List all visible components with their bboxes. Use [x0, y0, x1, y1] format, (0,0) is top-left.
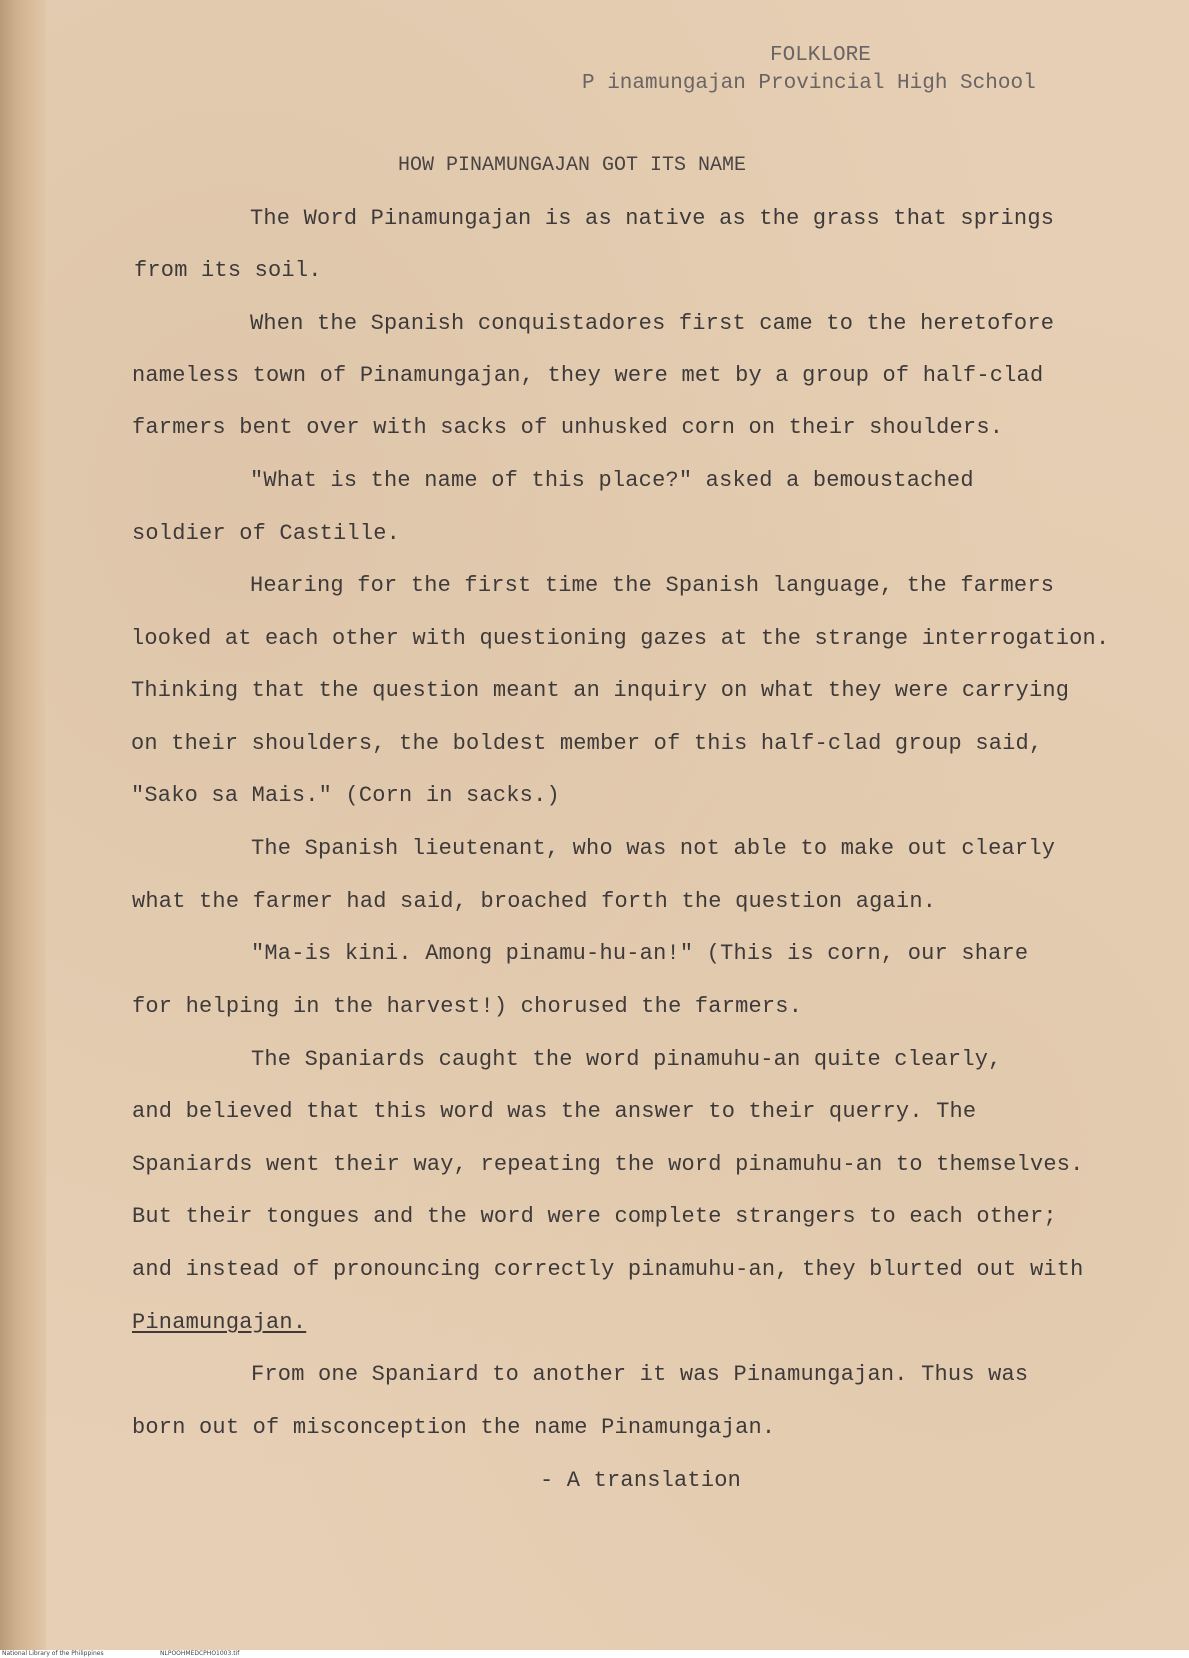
text-line: on their shoulders, the boldest member of this half-clad group said,	[131, 731, 1043, 756]
text-line: looked at each other with questioning gazes at the strange interrogation.	[131, 626, 1110, 651]
signature-line: - A translation	[540, 1468, 742, 1493]
text-line: for helping in the harvest!) chorused the farmers.	[132, 994, 803, 1019]
text-line: born out of misconception the name Pinamungajan.	[132, 1415, 776, 1440]
text-line: what the farmer had said, broached forth the question again.	[132, 889, 937, 914]
text-line: But their tongues and the word were complete strangers to each other;	[132, 1204, 1057, 1229]
text-line: nameless town of Pinamungajan, they were met by a group of half-clad	[132, 363, 1044, 388]
text-line: farmers bent over with sacks of unhusked corn on their shoulders.	[132, 415, 1004, 440]
footer-filename: NLPOOHMEDCPHO1003.tif	[160, 1650, 240, 1657]
text-line: From one Spaniard to another it was Pinamungajan. Thus was	[251, 1362, 1029, 1387]
text-line: from its soil.	[134, 258, 322, 283]
text-line: and believed that this word was the answer to their querry. The	[132, 1099, 977, 1124]
text-line: The Spaniards caught the word pinamuhu-an quite clearly,	[251, 1047, 1002, 1072]
text-line: "Sako sa Mais." (Corn in sacks.)	[131, 783, 560, 808]
text-line: "What is the name of this place?" asked a bemoustached	[250, 468, 974, 493]
text-line: The Spanish lieutenant, who was not able to make out clearly	[251, 836, 1056, 861]
text-line: Hearing for the first time the Spanish language, the farmers	[250, 573, 1055, 598]
scan-footer	[0, 1650, 1189, 1658]
text-line: Pinamungajan.	[132, 1310, 307, 1335]
page-binding-edge	[0, 0, 46, 1650]
text-line: The Word Pinamungajan is as native as the grass that springs	[250, 206, 1055, 231]
text-line: Spaniards went their way, repeating the word pinamuhu-an to themselves.	[132, 1152, 1084, 1177]
text-line: soldier of Castille.	[132, 521, 401, 546]
footer-library: National Library of the Philippines	[2, 1650, 104, 1657]
text-line: "Ma-is kini. Among pinamu-hu-an!" (This is corn, our share	[251, 941, 1029, 966]
text-line: When the Spanish conquistadores first came to the heretofore	[250, 311, 1055, 336]
document-title: HOW PINAMUNGAJAN GOT ITS NAME	[398, 154, 747, 177]
header-category: FOLKLORE	[770, 44, 871, 67]
header-school: P inamungajan Provincial High School	[582, 72, 1036, 95]
text-line: Thinking that the question meant an inquiry on what they were carrying	[131, 678, 1070, 703]
text-line: and instead of pronouncing correctly pinamuhu-an, they blurted out with	[132, 1257, 1084, 1282]
